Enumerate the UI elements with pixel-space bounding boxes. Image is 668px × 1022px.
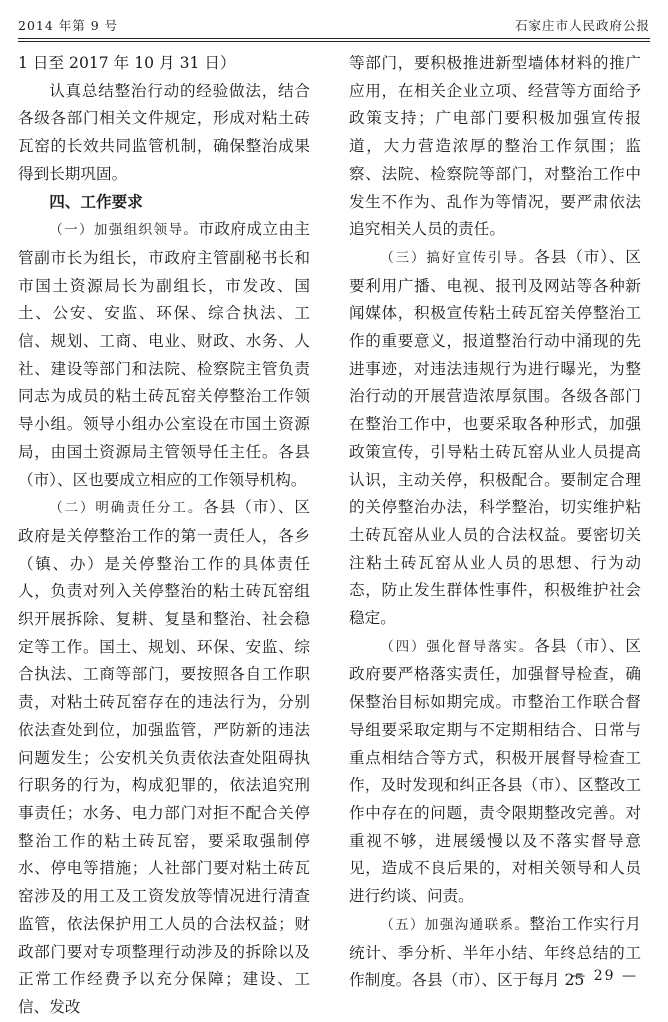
- paragraph-continuation: 等部门，要积极推进新型墙体材料的推广应用，在相关企业立项、经营等方面给予政策支持；广电部门要积极加强宣传报道，大力营造浓厚的整治工作氛围；监察、法院、检察院等部门，对整治工作中发生不作为、乱作为等情况，要严肃依法追究相关人员的责任。: [349, 54, 641, 239]
- paragraph-responsibilities: [18, 494, 310, 1021]
- issue-label: 2014 年第 9 号: [18, 18, 119, 33]
- subheading-supervision: （四）强化督导落实。: [380, 638, 535, 655]
- header-divider: [18, 38, 650, 39]
- section-heading: 四、工作要求: [49, 192, 143, 211]
- subheading-publicity: （三）搞好宣传引导。: [380, 249, 535, 266]
- paragraph-publicity: [349, 244, 641, 633]
- right-column: [349, 50, 641, 995]
- publication-title: 石家庄市人民政府公报: [514, 18, 650, 33]
- paragraph-communication-text: 整治工作实行月统计、季分析、半年小结、年终总结的工作制度。各县（市）、区于每月 25: [349, 914, 641, 990]
- paragraph-organization-text: 市政府成立由主管副市长为组长，市政府主管副秘书长和市国土资源局长为副组长，市发改、国土、公安、安监、环保、综合执法、工信、规划、工商、电业、财政、水务、人社、建设等部门和法院、检察院主管负责同志为成员的粘土砖瓦窑关停整治工作领导小组。领导小组办公室设在市国土资源局，由国土资源局主管领导任主任。各县（市）、区也要成立相应的工作领导机构。: [18, 220, 310, 489]
- paragraph-summary: 认真总结整治行动的经验做法，结合各级各部门相关文件规定，形成对粘土砖瓦窑的长效共同监管机制，确保整治成果得到长期巩固。: [18, 81, 310, 183]
- subheading-communication: （五）加强沟通联系。: [380, 916, 530, 933]
- header-divider-thin: [18, 41, 650, 42]
- subheading-responsibilities: （二）明确责任分工。: [49, 500, 204, 517]
- page-number: — 29 —: [571, 968, 638, 984]
- paragraph-supervision-text: 各县（市）、区政府要严格落实责任，加强督导检查，确保整治目标如期完成。市整治工作联合督导组要采取定期与不定期相结合、日常与重点相结合等方式，积极开展督导检查工作，及时发现和纠正各县（市）、区整改工作中存在的问题，责令限期整改完善。对重视不够，进展缓慢以及不落实督导意见，造成不良后果的，对相关领导和人员进行约谈、问责。: [349, 636, 642, 906]
- paragraph-date-range: 1 日至 2017 年 10 月 31 日）: [18, 54, 236, 72]
- page-header: [18, 14, 650, 36]
- paragraph-publicity-text: 各县（市）、区要利用广播、电视、报刊及网站等各种新闻媒体，积极宣传粘土砖瓦窑关停整治工作的重要意义，报道整治行动中涌现的先进事迹，对违法违规行为进行曝光，为整治行动的开展营造浓厚氛围。各级各部门在整治工作中，也要采取各种形式，加强政策宣传，引导粘土砖瓦窑从业人员提高认识，主动关停，积极配合。要制定合理的关停整治办法，科学整治，切实维护粘土砖瓦窑从业人员的合法权益。要密切关注粘土砖瓦窑从业人员的思想、行为动态，防止发生群体性事件，积极维护社会稳定。: [349, 247, 642, 628]
- left-column: [18, 50, 310, 1022]
- paragraph-supervision: [349, 633, 641, 911]
- paragraph-organization: [18, 216, 310, 494]
- subheading-organization: （一）加强组织领导。: [49, 222, 199, 239]
- paragraph-responsibilities-text: 各县（市）、区政府是关停整治工作的第一责任人，各乡（镇、办）是关停整治工作的具体责任人，负责对列入关停整治的粘土砖瓦窑组织开展拆除、复耕、复垦和整治、社会稳定等工作。国土、规划、环保、安监、综合执法、工商等部门，要按照各自工作职责，对粘土砖瓦窑存在的违法行为，分别依法查处到位，加强监管，严防新的违法问题发生；公安机关负责依法查处阻碍执行职务的行为，构成犯罪的，依法追究刑事责任；水务、电力部门对拒不配合关停整治工作的粘土砖瓦窑，要采取强制停水、停电等措施；人社部门要对粘土砖瓦窑涉及的用工及工资发放等情况进行清查监管，依法保护用工人员的合法权益；财政部门要对专项整理行动涉及的拆除以及正常工作经费予以充分保障；建设、工信、发改: [18, 498, 311, 1016]
